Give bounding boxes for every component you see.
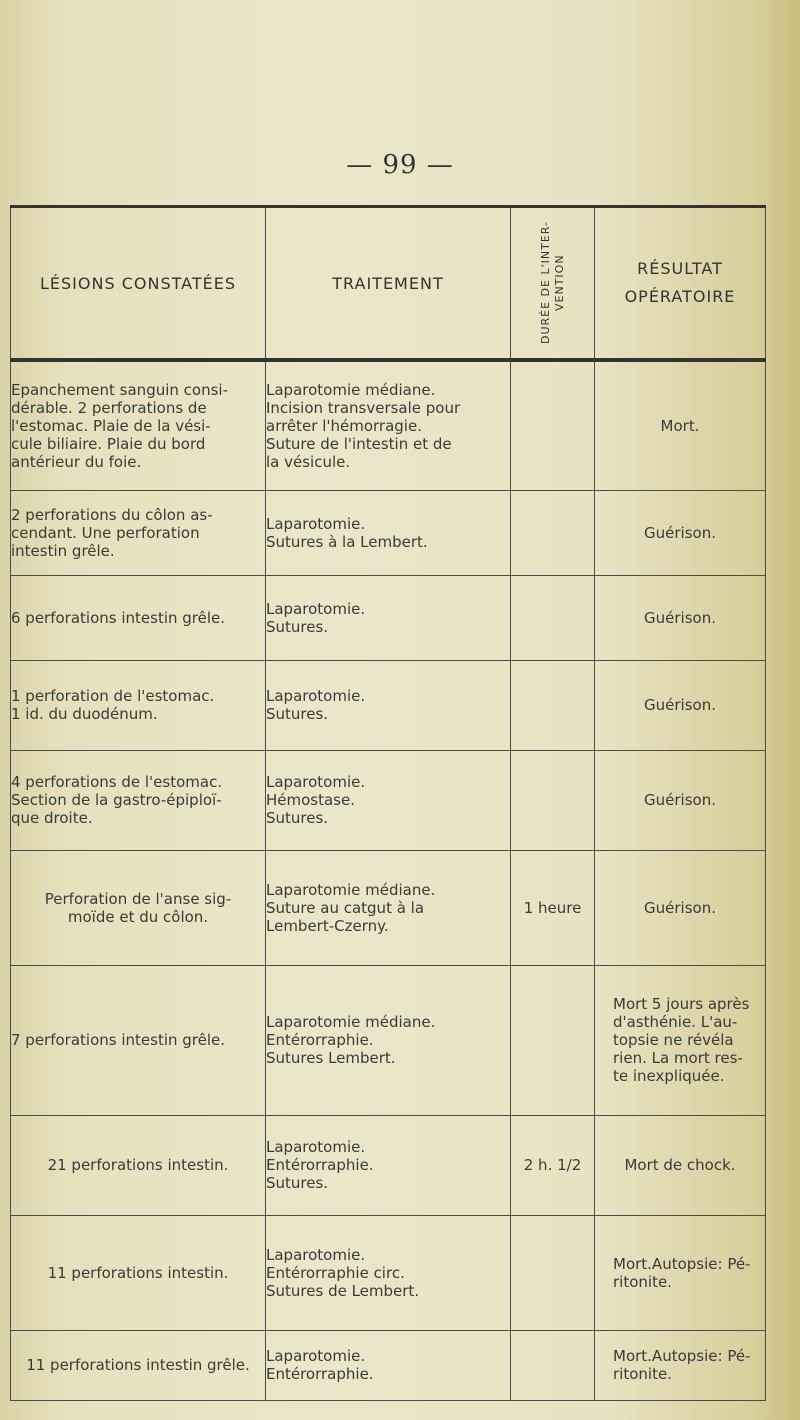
table-row xyxy=(11,850,766,965)
duration-cell: 2 h. 1/2 xyxy=(511,1115,595,1215)
treatment-cell: Laparotomie. Sutures. xyxy=(266,575,511,660)
table-row xyxy=(11,1330,766,1400)
treatment-cell: Laparotomie. Entérorraphie. Sutures. xyxy=(266,1115,511,1215)
lesion-cell: Perforation de l'anse sig- moïde et du côlon. xyxy=(11,850,266,965)
result-cell: Mort.Autopsie: Pé- ritonite. xyxy=(595,1330,766,1400)
result-cell: Guérison. xyxy=(595,850,766,965)
result-cell: Mort 5 jours après d'asthénie. L'au- topsie ne révéla rien. La mort res- te inexpliquée. xyxy=(595,965,766,1115)
header-treatment: TRAITEMENT xyxy=(266,207,511,361)
duration-cell: 1 heure xyxy=(511,850,595,965)
lesion-cell: 11 perforations intestin grêle. xyxy=(11,1330,266,1400)
header-lesions: LÉSIONS CONSTATÉES xyxy=(11,207,266,361)
result-cell: Guérison. xyxy=(595,575,766,660)
duration-cell xyxy=(511,360,595,490)
duration-cell xyxy=(511,965,595,1115)
duration-cell xyxy=(511,575,595,660)
result-cell: Guérison. xyxy=(595,660,766,750)
treatment-cell: Laparotomie médiane. Entérorraphie. Sutures Lembert. xyxy=(266,965,511,1115)
lesion-cell: 2 perforations du côlon as- cendant. Une perforation intestin grêle. xyxy=(11,490,266,575)
duration-cell xyxy=(511,1215,595,1330)
lesion-cell: 11 perforations intestin. xyxy=(11,1215,266,1330)
lesion-cell: 7 perforations intestin grêle. xyxy=(11,965,266,1115)
lesion-cell: Epanchement sanguin consi- dérable. 2 perforations de l'estomac. Plaie de la vési- cule biliaire. Plaie du bord antérieur du foie. xyxy=(11,360,266,490)
duration-cell xyxy=(511,750,595,850)
page-number: — 99 — xyxy=(346,150,454,180)
result-cell: Guérison. xyxy=(595,750,766,850)
header-result: RÉSULTAT OPÉRATOIRE xyxy=(595,207,766,361)
table-row xyxy=(11,575,766,660)
lesion-cell: 21 perforations intestin. xyxy=(11,1115,266,1215)
table-row xyxy=(11,750,766,850)
surgery-results-table xyxy=(10,205,766,1401)
treatment-cell: Laparotomie. Entérorraphie. xyxy=(266,1330,511,1400)
result-cell: Mort. xyxy=(595,360,766,490)
treatment-cell: Laparotomie. Entérorraphie circ. Sutures de Lembert. xyxy=(266,1215,511,1330)
lesion-cell: 4 perforations de l'estomac. Section de la gastro-épiploï- que droite. xyxy=(11,750,266,850)
treatment-cell: Laparotomie médiane. Incision transversale pour arrêter l'hémorragie. Suture de l'intestin et de la vésicule. xyxy=(266,360,511,490)
duration-cell xyxy=(511,660,595,750)
treatment-cell: Laparotomie. Sutures à la Lembert. xyxy=(266,490,511,575)
table-header-row xyxy=(11,207,766,361)
duration-cell xyxy=(511,490,595,575)
duration-cell xyxy=(511,1330,595,1400)
table-row xyxy=(11,1115,766,1215)
treatment-cell: Laparotomie. Hémostase. Sutures. xyxy=(266,750,511,850)
table-row xyxy=(11,490,766,575)
result-cell: Mort de chock. xyxy=(595,1115,766,1215)
lesion-cell: 1 perforation de l'estomac. 1 id. du duodénum. xyxy=(11,660,266,750)
lesion-cell: 6 perforations intestin grêle. xyxy=(11,575,266,660)
table-row xyxy=(11,965,766,1115)
treatment-cell: Laparotomie médiane. Suture au catgut à la Lembert-Czerny. xyxy=(266,850,511,965)
header-duration-label: DURÉE DE L'INTER- VENTION xyxy=(538,221,566,345)
table-row xyxy=(11,660,766,750)
result-cell: Mort.Autopsie: Pé- ritonite. xyxy=(595,1215,766,1330)
result-cell: Guérison. xyxy=(595,490,766,575)
table-row xyxy=(11,1215,766,1330)
treatment-cell: Laparotomie. Sutures. xyxy=(266,660,511,750)
header-duration xyxy=(511,207,595,361)
table-row xyxy=(11,360,766,490)
